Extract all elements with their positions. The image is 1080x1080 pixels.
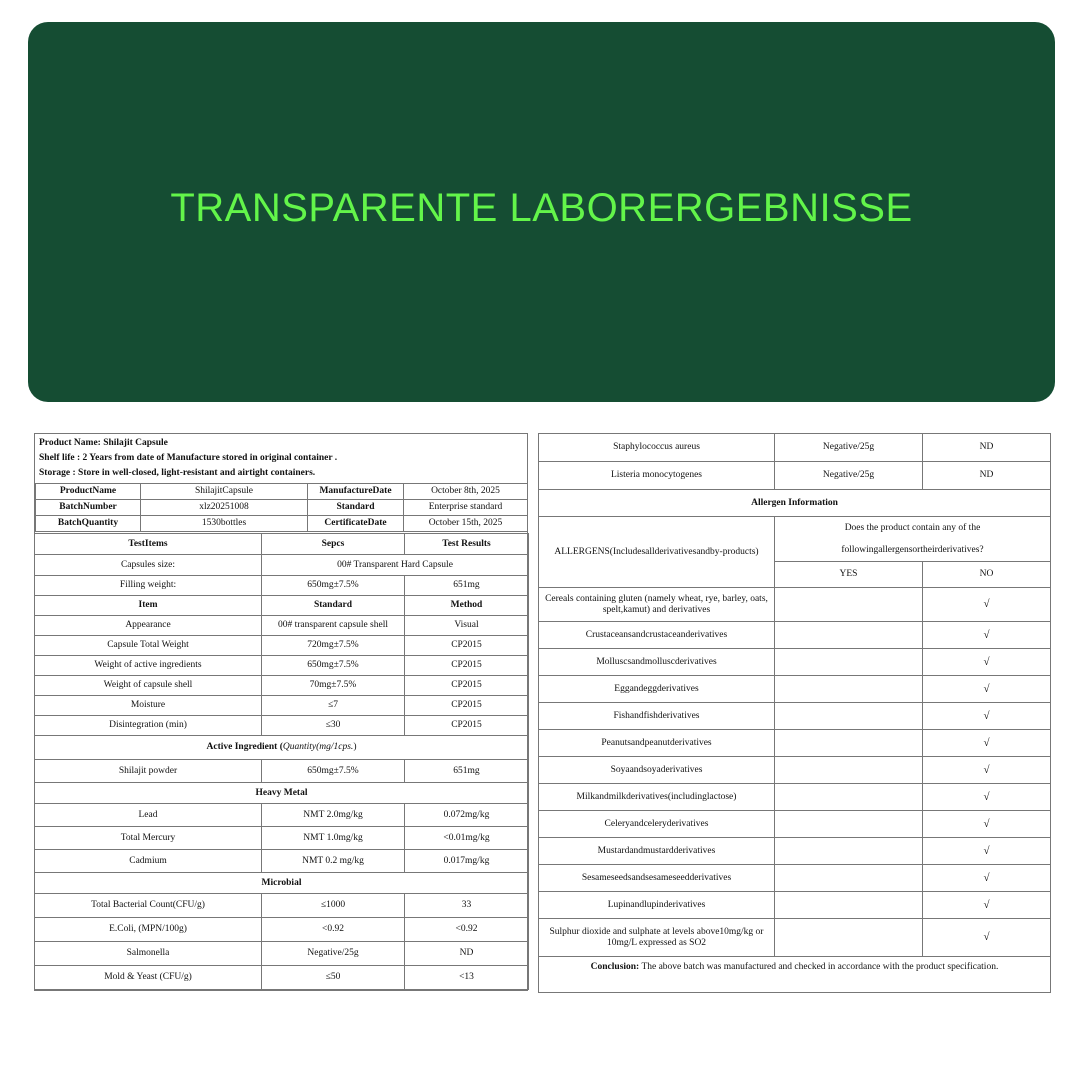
allergen-no: √ bbox=[923, 838, 1051, 865]
allergen-no: √ bbox=[923, 757, 1051, 784]
table-row bbox=[35, 616, 529, 636]
allergen-title-row bbox=[539, 490, 1051, 517]
product-name-line: Product Name: Shilajit Capsule bbox=[39, 438, 168, 448]
info-value: October 15th, 2025 bbox=[404, 516, 528, 532]
conclusion-row bbox=[539, 957, 1051, 993]
test-result: ND bbox=[405, 942, 529, 966]
test-result: <0.01mg/kg bbox=[405, 827, 529, 850]
table-row bbox=[35, 760, 529, 783]
test-standard: 720mg±7.5% bbox=[262, 636, 405, 656]
test-item: Listeria monocytogenes bbox=[539, 462, 775, 490]
allergen-row bbox=[539, 838, 1051, 865]
test-item: Total Mercury bbox=[35, 827, 262, 850]
test-results-table bbox=[34, 533, 529, 990]
allergen-yes bbox=[775, 703, 923, 730]
test-method: CP2015 bbox=[405, 696, 529, 716]
shelf-life-line: Shelf life : 2 Years from date of Manufacture stored in original container . bbox=[39, 453, 338, 463]
allergen-name: Lupinandlupinderivatives bbox=[539, 892, 775, 919]
conclusion-text: The above batch was manufactured and checked in accordance with the product specification. bbox=[639, 962, 999, 972]
allergen-yes bbox=[775, 838, 923, 865]
info-label: BatchQuantity bbox=[36, 516, 141, 532]
info-label: Standard bbox=[308, 500, 404, 516]
allergen-label: ALLERGENS(Includesallderivativesandby-products) bbox=[539, 517, 775, 588]
active-ingredient-title bbox=[35, 736, 529, 760]
batch-info-row bbox=[36, 484, 528, 500]
test-standard: NMT 2.0mg/kg bbox=[262, 804, 405, 827]
header-method: Method bbox=[405, 596, 529, 616]
test-method: CP2015 bbox=[405, 676, 529, 696]
test-item: Staphylococcus aureus bbox=[539, 434, 775, 462]
table-row bbox=[35, 656, 529, 676]
info-value: 1530bottles bbox=[141, 516, 308, 532]
batch-info-row bbox=[36, 500, 528, 516]
allergen-yes bbox=[775, 649, 923, 676]
banner-title: TRANSPARENTE LABORERGEBNISSE bbox=[170, 185, 913, 230]
test-result: 0.072mg/kg bbox=[405, 804, 529, 827]
batch-info-table bbox=[35, 483, 528, 532]
allergen-question: Does the product contain any of the followingallergensortheirderivatives? bbox=[775, 517, 1051, 562]
allergen-row bbox=[539, 649, 1051, 676]
test-result: 0.017mg/kg bbox=[405, 850, 529, 873]
allergen-row bbox=[539, 784, 1051, 811]
batch-info-row bbox=[36, 516, 528, 532]
microbial-section-row bbox=[35, 873, 529, 894]
allergen-row bbox=[539, 703, 1051, 730]
test-standard: ≤7 bbox=[262, 696, 405, 716]
filling-weight-result: 651mg bbox=[405, 576, 529, 596]
test-item: Mold & Yeast (CFU/g) bbox=[35, 966, 262, 990]
coa-header bbox=[35, 434, 527, 481]
allergen-name: Eggandeggderivatives bbox=[539, 676, 775, 703]
test-standard: NMT 1.0mg/kg bbox=[262, 827, 405, 850]
allergen-yes bbox=[775, 588, 923, 622]
test-result: ND bbox=[923, 434, 1051, 462]
header-results: Test Results bbox=[405, 534, 529, 555]
allergen-row bbox=[539, 892, 1051, 919]
active-ingredient-section-row bbox=[35, 736, 529, 760]
allergen-yes bbox=[775, 784, 923, 811]
allergen-no: √ bbox=[923, 676, 1051, 703]
test-result: <0.92 bbox=[405, 918, 529, 942]
allergen-yes bbox=[775, 622, 923, 649]
test-method: CP2015 bbox=[405, 716, 529, 736]
info-value: Enterprise standard bbox=[404, 500, 528, 516]
header-item: Item bbox=[35, 596, 262, 616]
allergen-name: Sesameseedsandsesameseedderivatives bbox=[539, 865, 775, 892]
allergen-name: Peanutsandpeanutderivatives bbox=[539, 730, 775, 757]
allergen-yes bbox=[775, 757, 923, 784]
info-label: CertificateDate bbox=[308, 516, 404, 532]
allergen-name: Milkandmilkderivatives(includinglactose) bbox=[539, 784, 775, 811]
test-item: Appearance bbox=[35, 616, 262, 636]
allergen-row bbox=[539, 676, 1051, 703]
filling-weight-label: Filling weight: bbox=[35, 576, 262, 596]
test-item: Shilajit powder bbox=[35, 760, 262, 783]
header-specs: Sepcs bbox=[262, 534, 405, 555]
test-item: Cadmium bbox=[35, 850, 262, 873]
allergen-no-header: NO bbox=[923, 562, 1051, 588]
capsule-size-value: 00# Transparent Hard Capsule bbox=[262, 555, 529, 576]
coa-left-document bbox=[34, 433, 528, 991]
table-row bbox=[539, 462, 1051, 490]
allergen-yes bbox=[775, 730, 923, 757]
test-method: Visual bbox=[405, 616, 529, 636]
title-banner bbox=[28, 22, 1055, 402]
test-standard: ≤1000 bbox=[262, 894, 405, 918]
capsule-size-label: Capsules size: bbox=[35, 555, 262, 576]
allergen-no: √ bbox=[923, 919, 1051, 957]
table-row bbox=[539, 434, 1051, 462]
test-item: Weight of active ingredients bbox=[35, 656, 262, 676]
test-result: <13 bbox=[405, 966, 529, 990]
test-item: Lead bbox=[35, 804, 262, 827]
filling-weight-spec: 650mg±7.5% bbox=[262, 576, 405, 596]
info-label: ManufactureDate bbox=[308, 484, 404, 500]
microbial-title: Microbial bbox=[35, 873, 529, 894]
table-row bbox=[35, 918, 529, 942]
allergen-name: Celeryandceleryderivatives bbox=[539, 811, 775, 838]
test-standard: 650mg±7.5% bbox=[262, 760, 405, 783]
allergen-name: Fishandfishderivatives bbox=[539, 703, 775, 730]
spec-header-row bbox=[35, 534, 529, 555]
test-item: Total Bacterial Count(CFU/g) bbox=[35, 894, 262, 918]
allergen-table bbox=[538, 433, 1051, 993]
allergen-name: Mustardandmustardderivatives bbox=[539, 838, 775, 865]
allergen-row bbox=[539, 919, 1051, 957]
allergen-yes bbox=[775, 676, 923, 703]
allergen-no: √ bbox=[923, 784, 1051, 811]
allergen-name: Crustaceansandcrustaceanderivatives bbox=[539, 622, 775, 649]
conclusion-cell bbox=[539, 957, 1051, 993]
table-row bbox=[35, 942, 529, 966]
allergen-row bbox=[539, 757, 1051, 784]
test-result: 651mg bbox=[405, 760, 529, 783]
test-item: Capsule Total Weight bbox=[35, 636, 262, 656]
allergen-row bbox=[539, 588, 1051, 622]
test-item: Moisture bbox=[35, 696, 262, 716]
allergen-name: Soyaandsoyaderivatives bbox=[539, 757, 775, 784]
allergen-no: √ bbox=[923, 649, 1051, 676]
allergen-no: √ bbox=[923, 892, 1051, 919]
test-standard: ≤30 bbox=[262, 716, 405, 736]
table-row bbox=[35, 804, 529, 827]
method-header-row bbox=[35, 596, 529, 616]
info-value: October 8th, 2025 bbox=[404, 484, 528, 500]
allergen-yes bbox=[775, 811, 923, 838]
filling-weight-row bbox=[35, 576, 529, 596]
allergen-no: √ bbox=[923, 865, 1051, 892]
test-standard: <0.92 bbox=[262, 918, 405, 942]
test-standard: 00# transparent capsule shell bbox=[262, 616, 405, 636]
capsule-size-row bbox=[35, 555, 529, 576]
allergen-no: √ bbox=[923, 703, 1051, 730]
allergen-no: √ bbox=[923, 811, 1051, 838]
allergen-question-row bbox=[539, 517, 1051, 562]
info-label: ProductName bbox=[36, 484, 141, 500]
table-row bbox=[35, 966, 529, 990]
header-standard: Standard bbox=[262, 596, 405, 616]
coa-right-document bbox=[538, 433, 1051, 993]
info-label: BatchNumber bbox=[36, 500, 141, 516]
allergen-yes bbox=[775, 919, 923, 957]
table-row bbox=[35, 676, 529, 696]
allergen-no: √ bbox=[923, 730, 1051, 757]
table-row bbox=[35, 850, 529, 873]
test-standard: ≤50 bbox=[262, 966, 405, 990]
test-standard: NMT 0.2 mg/kg bbox=[262, 850, 405, 873]
table-row bbox=[35, 636, 529, 656]
allergen-yes bbox=[775, 892, 923, 919]
test-result: ND bbox=[923, 462, 1051, 490]
test-item: Weight of capsule shell bbox=[35, 676, 262, 696]
allergen-no: √ bbox=[923, 588, 1051, 622]
table-row bbox=[35, 894, 529, 918]
heavy-metal-title: Heavy Metal bbox=[35, 783, 529, 804]
allergen-name: Sulphur dioxide and sulphate at levels above10mg/kg or 10mg/L expressed as SO2 bbox=[539, 919, 775, 957]
active-ingredient-close: ) bbox=[353, 742, 357, 753]
test-standard: 70mg±7.5% bbox=[262, 676, 405, 696]
test-result: 33 bbox=[405, 894, 529, 918]
storage-line: Storage : Store in well-closed, light-resistant and airtight containers. bbox=[39, 468, 316, 478]
info-value: ShilajitCapsule bbox=[141, 484, 308, 500]
allergen-title: Allergen Information bbox=[539, 490, 1051, 517]
allergen-yes bbox=[775, 865, 923, 892]
table-row bbox=[35, 827, 529, 850]
heavy-metal-section-row bbox=[35, 783, 529, 804]
active-ingredient-qty: Quantity(mg/1cps. bbox=[282, 742, 354, 753]
conclusion-label: Conclusion: bbox=[590, 962, 640, 972]
allergen-row bbox=[539, 730, 1051, 757]
test-standard: Negative/25g bbox=[262, 942, 405, 966]
table-row bbox=[35, 716, 529, 736]
test-item: Disintegration (min) bbox=[35, 716, 262, 736]
header-testitems: TestItems bbox=[35, 534, 262, 555]
allergen-name: Molluscsandmolluscderivatives bbox=[539, 649, 775, 676]
test-method: CP2015 bbox=[405, 656, 529, 676]
allergen-yes-header: YES bbox=[775, 562, 923, 588]
test-standard: Negative/25g bbox=[775, 434, 923, 462]
active-ingredient-label: Active Ingredient ( bbox=[206, 742, 283, 753]
allergen-row bbox=[539, 811, 1051, 838]
allergen-name: Cereals containing gluten (namely wheat, rye, barley, oats, spelt,kamut) and derivatives bbox=[539, 588, 775, 622]
allergen-no: √ bbox=[923, 622, 1051, 649]
info-value: xlz20251008 bbox=[141, 500, 308, 516]
test-item: E.Coli, (MPN/100g) bbox=[35, 918, 262, 942]
test-item: Salmonella bbox=[35, 942, 262, 966]
allergen-row bbox=[539, 622, 1051, 649]
test-standard: Negative/25g bbox=[775, 462, 923, 490]
test-method: CP2015 bbox=[405, 636, 529, 656]
allergen-row bbox=[539, 865, 1051, 892]
table-row bbox=[35, 696, 529, 716]
test-standard: 650mg±7.5% bbox=[262, 656, 405, 676]
